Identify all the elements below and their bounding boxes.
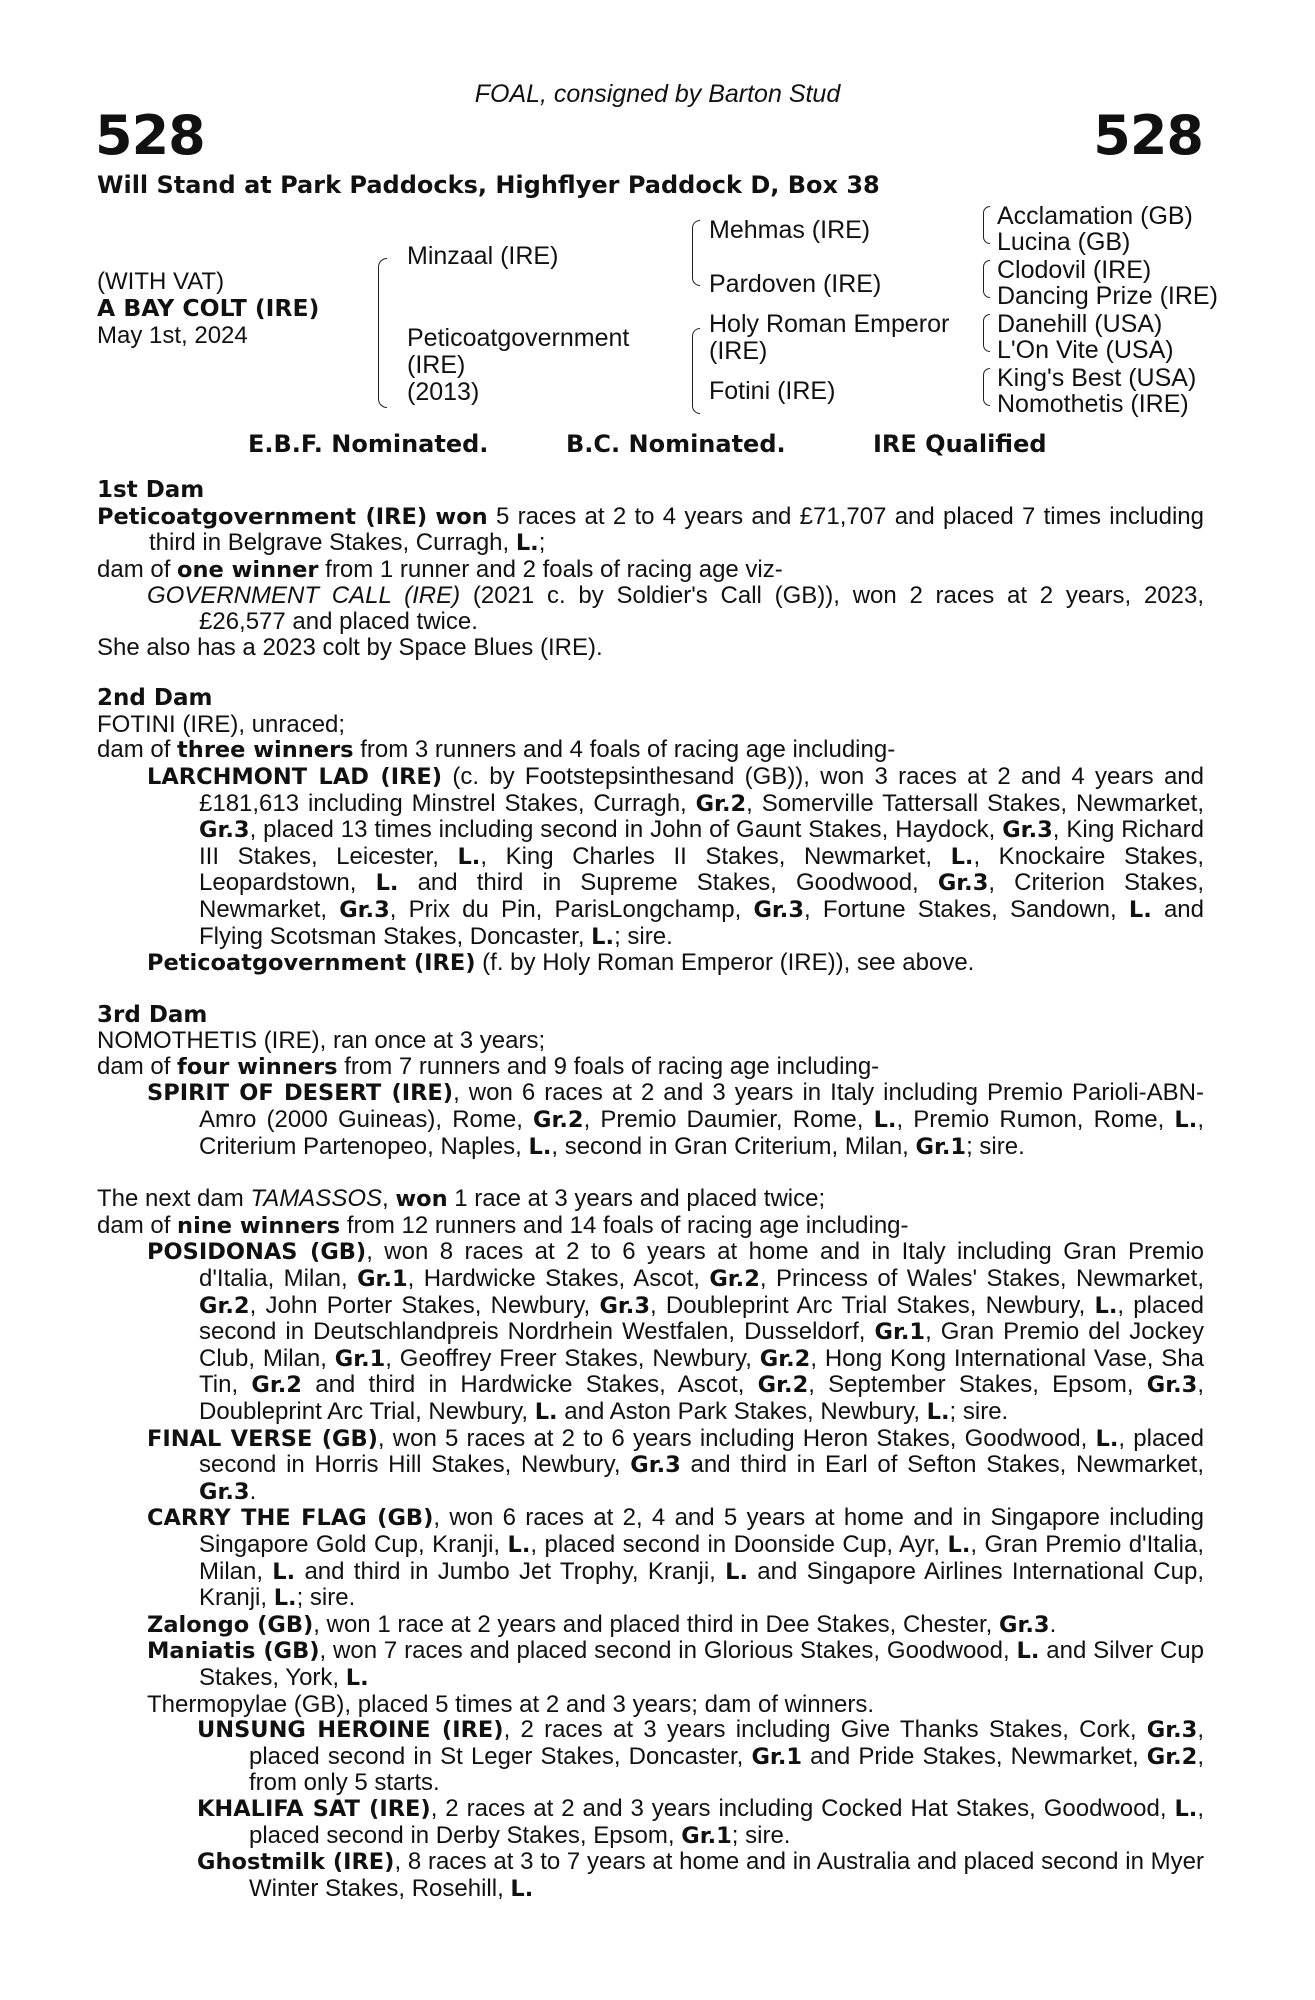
bc-nomination: B.C. Nominated. [566,430,786,458]
pedigree-sire-sire: Mehmas (IRE) [709,216,871,244]
t: ; sire. [949,1398,1009,1425]
pedigree-brace-sire [692,220,700,286]
t: , 2 races at 3 years including Give Thanks Stakes, Cork, [503,1716,1147,1744]
grade-label: Gr.3 [599,1292,651,1319]
t: . [1049,1610,1057,1638]
grand-progeny-entry [97,1849,1204,1902]
t: and third in Hardwicke Stakes, Ascot, [301,1371,758,1399]
dam-of-rest: from 1 runner and 2 foals of racing age viz- [318,555,783,583]
stand-location: Will Stand at Park Paddocks, Highflyer Paddock D, Box 38 [97,171,880,199]
winners-count: nine winners [177,1212,341,1239]
t: , won 5 races at 2 to 6 years including Heron Stakes, Goodwood, [377,1424,1096,1452]
dam-of: dam of [97,1211,178,1239]
grade-label: Gr.2 [709,1266,760,1293]
t: , Hong Kong International Vase, Sha Tin, [199,1344,1204,1399]
progeny-entry [97,1426,1204,1506]
listed-label: L. [1094,1292,1118,1319]
spacer [97,1160,1204,1186]
third-dam-produce [97,1054,1204,1081]
t: , Knockaire Stakes, Leopardstown, [199,842,1205,897]
grade-label: Gr.1 [334,1345,386,1372]
grade-label: Gr.2 [759,1345,811,1372]
t: ; sire. [966,1132,1025,1160]
grade-label: Gr.3 [630,1452,681,1479]
pedigree-brace-sd [983,260,990,298]
progeny-entry: Thermopylae (GB), placed 5 times at 2 and 3 years; dam of winners. [147,1690,874,1718]
listed-label: L. [873,1107,897,1134]
t: ; sire. [731,1821,791,1849]
third-dam-heading: 3rd Dam [97,1001,208,1028]
progeny-entry [97,764,1204,950]
first-dam-heading: 1st Dam [97,477,205,503]
won-label: won [435,503,488,530]
grand-progeny-entry [97,1796,1204,1849]
progeny-entry [97,1638,1204,1691]
grade-label: Gr.2 [251,1372,302,1399]
listed-label: L. [375,870,399,897]
dam-of-rest: from 12 runners and 14 foals of racing age including- [340,1211,909,1239]
progeny-name: Zalongo (GB) [147,1611,314,1638]
t: , King Richard III Stakes, Leicester, [199,816,1204,870]
lot-number-right: 528 [1093,104,1203,167]
grade-label: Gr.2 [199,1292,250,1319]
progeny-entry [97,1239,1204,1425]
t: , placed second in Horris Hill Stakes, Newbury, [199,1424,1204,1479]
pedigree-sire: Minzaal (IRE) [407,242,559,270]
catalogue-body [97,478,1204,1902]
pedigree-dam-sire [709,311,949,365]
grade-label: Gr.1 [751,1743,803,1770]
listed-label: L. [1016,1638,1040,1665]
listed-label: L. [345,1664,369,1691]
t: , [382,1185,396,1213]
grade-label: Gr.3 [1146,1372,1198,1399]
t: , Doubleprint Arc Trial Stakes, Newbury, [650,1291,1095,1319]
t: , Premio Rumon, Rome, [896,1106,1175,1134]
t: and Silver Cup Stakes, York, [199,1637,1205,1691]
pedigree-brace-ds [983,314,990,352]
listed-label: L. [1128,896,1152,923]
listed-label: L. [528,1133,552,1160]
progeny-name: KHALIFA SAT (IRE) [197,1795,431,1822]
grade-label: Gr.3 [199,817,250,844]
listed-label: L. [507,1531,531,1558]
pedigree-brace-ss [983,206,990,244]
listed-label: L. [534,1399,558,1425]
pedigree-dam-line2: (IRE) [407,351,466,379]
progeny-name: GOVERNMENT CALL (IRE) [147,582,461,610]
t: , Geoffrey Freer Stakes, Newbury, [385,1344,760,1372]
pedigree-gen3-4: Dancing Prize (IRE) [997,282,1218,310]
t: , 8 races at 3 to 7 years at home and in Australia and placed second in Myer Winter Stakes, Rosehill, [249,1848,1204,1902]
listed-label: L. [947,1531,971,1558]
grade-label: Gr.3 [753,896,805,923]
progeny-name: Peticoatgovernment (IRE) [147,950,476,977]
won-label: won [395,1186,448,1213]
date-of-birth: May 1st, 2024 [97,322,248,349]
next-dam-produce [97,1213,1204,1240]
progeny-name: POSIDONAS (GB) [147,1239,367,1266]
pedigree-dam-line1: Peticoatgovernment [407,324,630,352]
dam-of-rest: from 3 runners and 4 foals of racing age including- [353,736,896,764]
t: , second in Gran Criterium, Milan, [551,1132,916,1160]
t: (c. by Footstepsinthesand (GB)), won 3 races at 2 and 4 years and £181,613 including Minstrel Stakes, Curragh, [199,762,1205,817]
t: , Prix du Pin, ParisLongchamp, [389,895,754,923]
punct: ; [538,529,546,557]
t: , Criterium Partenopeo, Naples, [199,1106,1204,1160]
t: 1 race at 3 years and placed twice; [447,1185,826,1213]
second-dam-heading: 2nd Dam [97,685,213,712]
winners-count: three winners [177,737,354,764]
t: , 2 races at 2 and 3 years including Cocked Hat Stakes, Goodwood, [430,1794,1175,1822]
first-dam-entry [97,504,1204,557]
t: and third in Earl of Sefton Stakes, Newmarket, [680,1451,1205,1479]
next-dam-name: TAMASSOS [250,1185,382,1213]
t: . [249,1477,257,1505]
t: , Somerville Tattersall Stakes, Newmarket, [746,789,1204,817]
listed-label: L. [926,1399,950,1425]
progeny-name: Ghostmilk (IRE) [197,1849,395,1876]
progeny-entry [97,950,1204,977]
winners-count: four winners [177,1053,338,1080]
pedigree-dam-line3: (2013) [407,378,480,406]
dam-of-rest: from 7 runners and 9 foals of racing age including- [337,1052,880,1080]
listed-label: L. [1095,1425,1119,1452]
second-dam-produce [97,737,1204,764]
progeny-name: LARCHMONT LAD (IRE) [147,763,443,790]
t: , placed 13 times including second in John of Gaunt Stakes, Haydock, [249,816,1003,844]
progeny-entry [97,1080,1204,1160]
listed-label: L. [273,1585,297,1612]
progeny-entry [97,1505,1204,1611]
first-dam-produce [97,557,1204,584]
t: , won 8 races at 2 to 6 years at home and in Italy including Gran Premio d'Italia, Milan, [199,1238,1204,1293]
grand-progeny-entry [97,1717,1204,1796]
t: , placed second in St Leger Stakes, Doncaster, [249,1716,1204,1770]
third-dam-line: NOMOTHETIS (IRE), ran once at 3 years; [97,1027,546,1055]
t: , placed second in Deutschlandpreis Nordrhein Westfalen, Dusseldorf, [199,1291,1205,1346]
pedigree-gen3-3: Clodovil (IRE) [997,256,1152,284]
also-note: She also has a 2023 colt by Space Blues (IRE). [97,633,603,661]
pedigree-dam-sire-line2: (IRE) [709,337,768,365]
grade-label: Gr.3 [1146,1717,1198,1744]
winners-count: one winner [177,556,319,583]
pedigree-gen3-1: Acclamation (GB) [997,202,1193,230]
grade-label: Gr.2 [1146,1743,1198,1770]
first-dam-name: Peticoatgovernment (IRE) [97,503,428,530]
pedigree-brace-dam [692,328,700,414]
listed-label: L. [272,1558,296,1585]
t: and Pride Stakes, Newmarket, [802,1742,1147,1770]
grade-label: Gr.1 [874,1319,926,1346]
ebf-nomination: E.B.F. Nominated. [248,430,489,458]
ire-qualified: IRE Qualified [873,430,1047,458]
consignor-line: FOAL, consigned by Barton Stud [474,80,841,108]
t: , Doubleprint Arc Trial, Newbury, [199,1371,1204,1425]
t: and Flying Scotsman Stakes, Doncaster, [199,895,1204,950]
t: , Gran Premio del Jockey Club, Milan, [199,1318,1205,1372]
t: and third in Jumbo Jet Trophy, Kranji, [295,1557,726,1585]
t: , won 6 races at 2, 4 and 5 years at home and in Singapore including Singapore Gold Cup, Kranji, [199,1504,1204,1558]
grade-label: Gr.1 [915,1133,967,1160]
grade-label: Gr.1 [357,1266,408,1293]
listed-label: L. [1174,1107,1198,1134]
pedigree-dam-dam: Fotini (IRE) [709,377,836,405]
progeny-name: CARRY THE FLAG (GB) [147,1505,434,1532]
t: , Gran Premio d'Italia, Milan, [199,1530,1205,1585]
first-dam-record: 5 races at 2 to 4 years and £71,707 and placed 7 times including third in Belgrave Stakes, Curragh, [149,502,1204,557]
grade-label: Gr.3 [339,896,390,923]
t: (f. by Holy Roman Emperor (IRE)), see above. [475,949,975,977]
pedigree-gen3-2: Lucina (GB) [997,228,1131,256]
grade-label: Gr.3 [937,870,989,897]
progeny-name: Maniatis (GB) [147,1638,320,1665]
t: , John Porter Stakes, Newbury, [249,1291,600,1319]
listed-label: L. [950,843,974,870]
dam-of: dam of [97,555,178,583]
progeny-name: UNSUNG HEROINE (IRE) [197,1717,504,1744]
t: and Aston Park Stakes, Newbury, [557,1398,927,1425]
pedigree-gen3-5: Danehill (USA) [997,310,1163,338]
pedigree-gen3-6: L'On Vite (USA) [997,336,1174,364]
listed-label: L. [591,923,615,950]
grade-label: Gr.2 [533,1107,584,1134]
progeny-name: SPIRIT OF DESERT (IRE) [147,1080,454,1107]
dam-of: dam of [97,1052,178,1080]
lot-number-left: 528 [95,104,205,167]
grade-label: Gr.2 [695,790,747,817]
pedigree-dam [407,325,629,406]
t: ; sire. [614,922,673,950]
t: and Singapore Airlines International Cup, Kranji, [199,1557,1204,1612]
t: and third in Supreme Stakes, Goodwood, [398,869,938,897]
t: , Fortune Stakes, Sandown, [804,895,1129,923]
pedigree-brace-dd [983,368,990,406]
t: , won 1 race at 2 years and placed third in Dee Stakes, Chester, [313,1610,999,1638]
pedigree-gen3-8: Nomothetis (IRE) [997,390,1189,418]
t: The next dam [97,1185,251,1213]
progeny-record: (2021 c. by Soldier's Call (GB)), won 2 races at 2 years, 2023, £26,577 and placed twice. [199,582,1205,635]
listed-label: L. [457,843,481,870]
grade-label: Gr.3 [1002,817,1053,844]
t: , Premio Daumier, Rome, [583,1106,874,1134]
t: , September Stakes, Epsom, [808,1371,1147,1399]
grade-label: Gr.3 [199,1478,250,1505]
t: , from only 5 starts. [249,1742,1205,1797]
t: , Princess of Wales' Stakes, Newmarket, [759,1265,1204,1293]
t: , placed second in Derby Stakes, Epsom, [249,1794,1205,1849]
grade-label: Gr.3 [999,1611,1050,1638]
t: ; sire. [296,1584,356,1612]
second-dam-line: FOTINI (IRE), unraced; [97,710,346,738]
t: , won 6 races at 2 and 3 years in Italy including Premio Parioli-ABN-Amro (2000 Guineas), Rome, [199,1079,1205,1134]
t: , King Charles II Stakes, Newmarket, [480,842,951,870]
vat-note: (WITH VAT) [97,268,225,295]
t: , Criterion Stakes, Newmarket, [199,869,1205,923]
next-dam-line [97,1186,1204,1213]
subject-block [97,268,319,349]
dam-of: dam of [97,736,178,764]
t: , Hardwicke Stakes, Ascot, [407,1265,710,1293]
t: , won 7 races and placed second in Glorious Stakes, Goodwood, [319,1637,1017,1665]
progeny-name: FINAL VERSE (GB) [147,1425,378,1452]
listed-label: L. [725,1558,749,1585]
listed-label: L. [510,1875,534,1902]
pedigree-sire-dam: Pardoven (IRE) [709,270,882,298]
pedigree-dam-sire-line1: Holy Roman Emperor [709,310,950,338]
pedigree-brace-parents [378,258,387,408]
grade-label: Gr.1 [681,1822,732,1849]
t: , placed second in Doonside Cup, Ayr, [530,1530,948,1558]
progeny-entry [97,1612,1204,1639]
listed-label: L. [515,530,539,557]
listed-label: L. [1174,1795,1198,1822]
progeny-entry [97,583,1204,634]
subject-name: A BAY COLT (IRE) [97,294,320,322]
pedigree-gen3-7: King's Best (USA) [997,364,1197,392]
grade-label: Gr.2 [757,1372,809,1399]
